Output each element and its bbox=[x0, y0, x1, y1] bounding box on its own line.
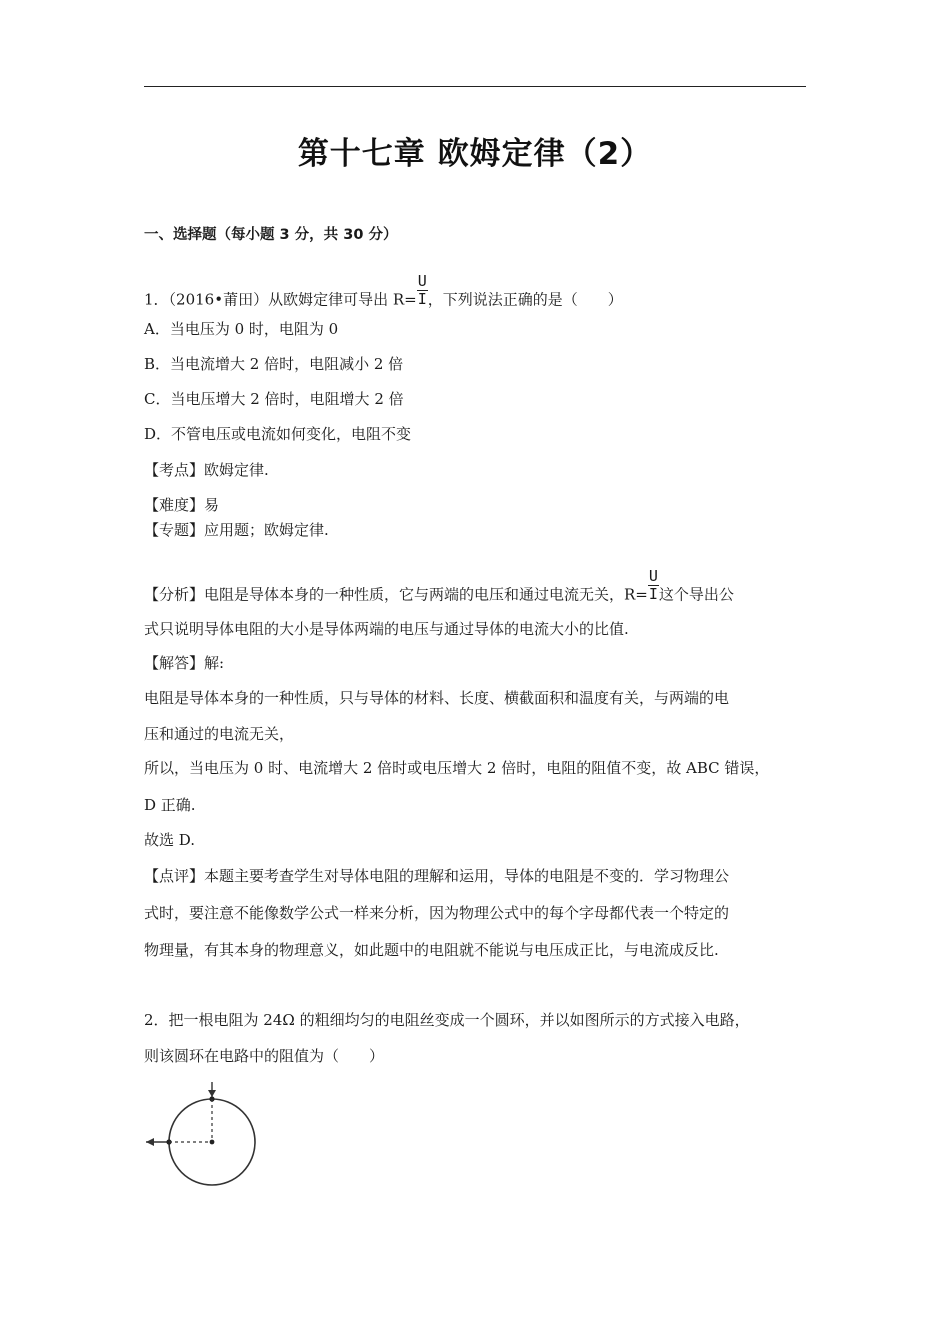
fraction-numerator: U bbox=[417, 272, 427, 290]
q1-fenxi-pre: 【分析】电阻是导体本身的一种性质，它与两端的电压和通过电流无关，R= bbox=[144, 585, 648, 604]
formula-fraction bbox=[648, 568, 659, 603]
ring-circuit-diagram bbox=[142, 1080, 262, 1192]
center-point bbox=[210, 1140, 215, 1145]
q1-jieda-line4: D 正确. bbox=[144, 796, 196, 814]
q1-stem-post: ，下列说法正确的是（ ） bbox=[427, 290, 623, 309]
q2-line2: 则该圆环在电路中的阻值为（ ） bbox=[144, 1047, 385, 1065]
fraction-denominator: I bbox=[648, 585, 658, 603]
q1-stem bbox=[144, 272, 623, 318]
fraction-denominator: I bbox=[417, 290, 427, 308]
q1-fenxi-line2: 式只说明导体电阻的大小是导体两端的电压与通过导体的电流大小的比值. bbox=[144, 620, 629, 638]
q1-fenxi bbox=[144, 567, 734, 613]
q1-zhuanti: 【专题】应用题；欧姆定律. bbox=[144, 521, 329, 539]
page-title: 第十七章 欧姆定律（2） bbox=[297, 136, 653, 172]
q2-line1: 2．把一根电阻为 24Ω 的粗细均匀的电阻丝变成一个圆环，并以如图所示的方式接入电路， bbox=[144, 1011, 750, 1029]
section-heading: 一、选择题（每小题 3 分，共 30 分） bbox=[144, 227, 398, 243]
top-arrow-icon bbox=[208, 1090, 216, 1097]
q1-jieda-line1: 电阻是导体本身的一种性质，只与导体的材料、长度、横截面积和温度有关，与两端的电 bbox=[144, 689, 730, 707]
q1-nandu: 【难度】易 bbox=[144, 496, 220, 514]
left-arrow-icon bbox=[146, 1138, 154, 1146]
q1-fenxi-post: 这个导出公 bbox=[658, 585, 734, 604]
q1-option-b: B．当电流增大 2 倍时，电阻减小 2 倍 bbox=[144, 355, 404, 373]
q1-option-c: C．当电压增大 2 倍时，电阻增大 2 倍 bbox=[144, 390, 404, 408]
q1-jieda-line2: 压和通过的电流无关， bbox=[144, 725, 295, 743]
q1-jieda-line5: 故选 D. bbox=[144, 831, 196, 849]
q1-dianping-line2: 式时，要注意不能像数学公式一样来分析，因为物理公式中的每个字母都代表一个特定的 bbox=[144, 904, 730, 922]
formula-fraction bbox=[417, 273, 428, 308]
q1-jieda: 【解答】解: bbox=[144, 654, 225, 672]
q1-stem-pre: 1．（2016•莆田）从欧姆定律可导出 R= bbox=[144, 290, 417, 309]
q1-dianping-line3: 物理量，有其本身的物理意义，如此题中的电阻就不能说与电压成正比，与电流成反比. bbox=[144, 941, 719, 959]
fraction-numerator: U bbox=[648, 567, 658, 585]
header-rule bbox=[144, 86, 806, 87]
q1-dianping-line1: 【点评】本题主要考查学生对导体电阻的理解和运用，导体的电阻是不变的．学习物理公 bbox=[144, 867, 730, 885]
q1-kaodian: 【考点】欧姆定律. bbox=[144, 461, 269, 479]
q1-jieda-line3: 所以，当电压为 0 时、电流增大 2 倍时或电压增大 2 倍时，电阻的阻值不变，故 ABC 错误， bbox=[144, 759, 770, 777]
q1-option-a: A．当电压为 0 时，电阻为 0 bbox=[144, 320, 339, 338]
q1-option-d: D．不管电压或电流如何变化，电阻不变 bbox=[144, 425, 412, 443]
